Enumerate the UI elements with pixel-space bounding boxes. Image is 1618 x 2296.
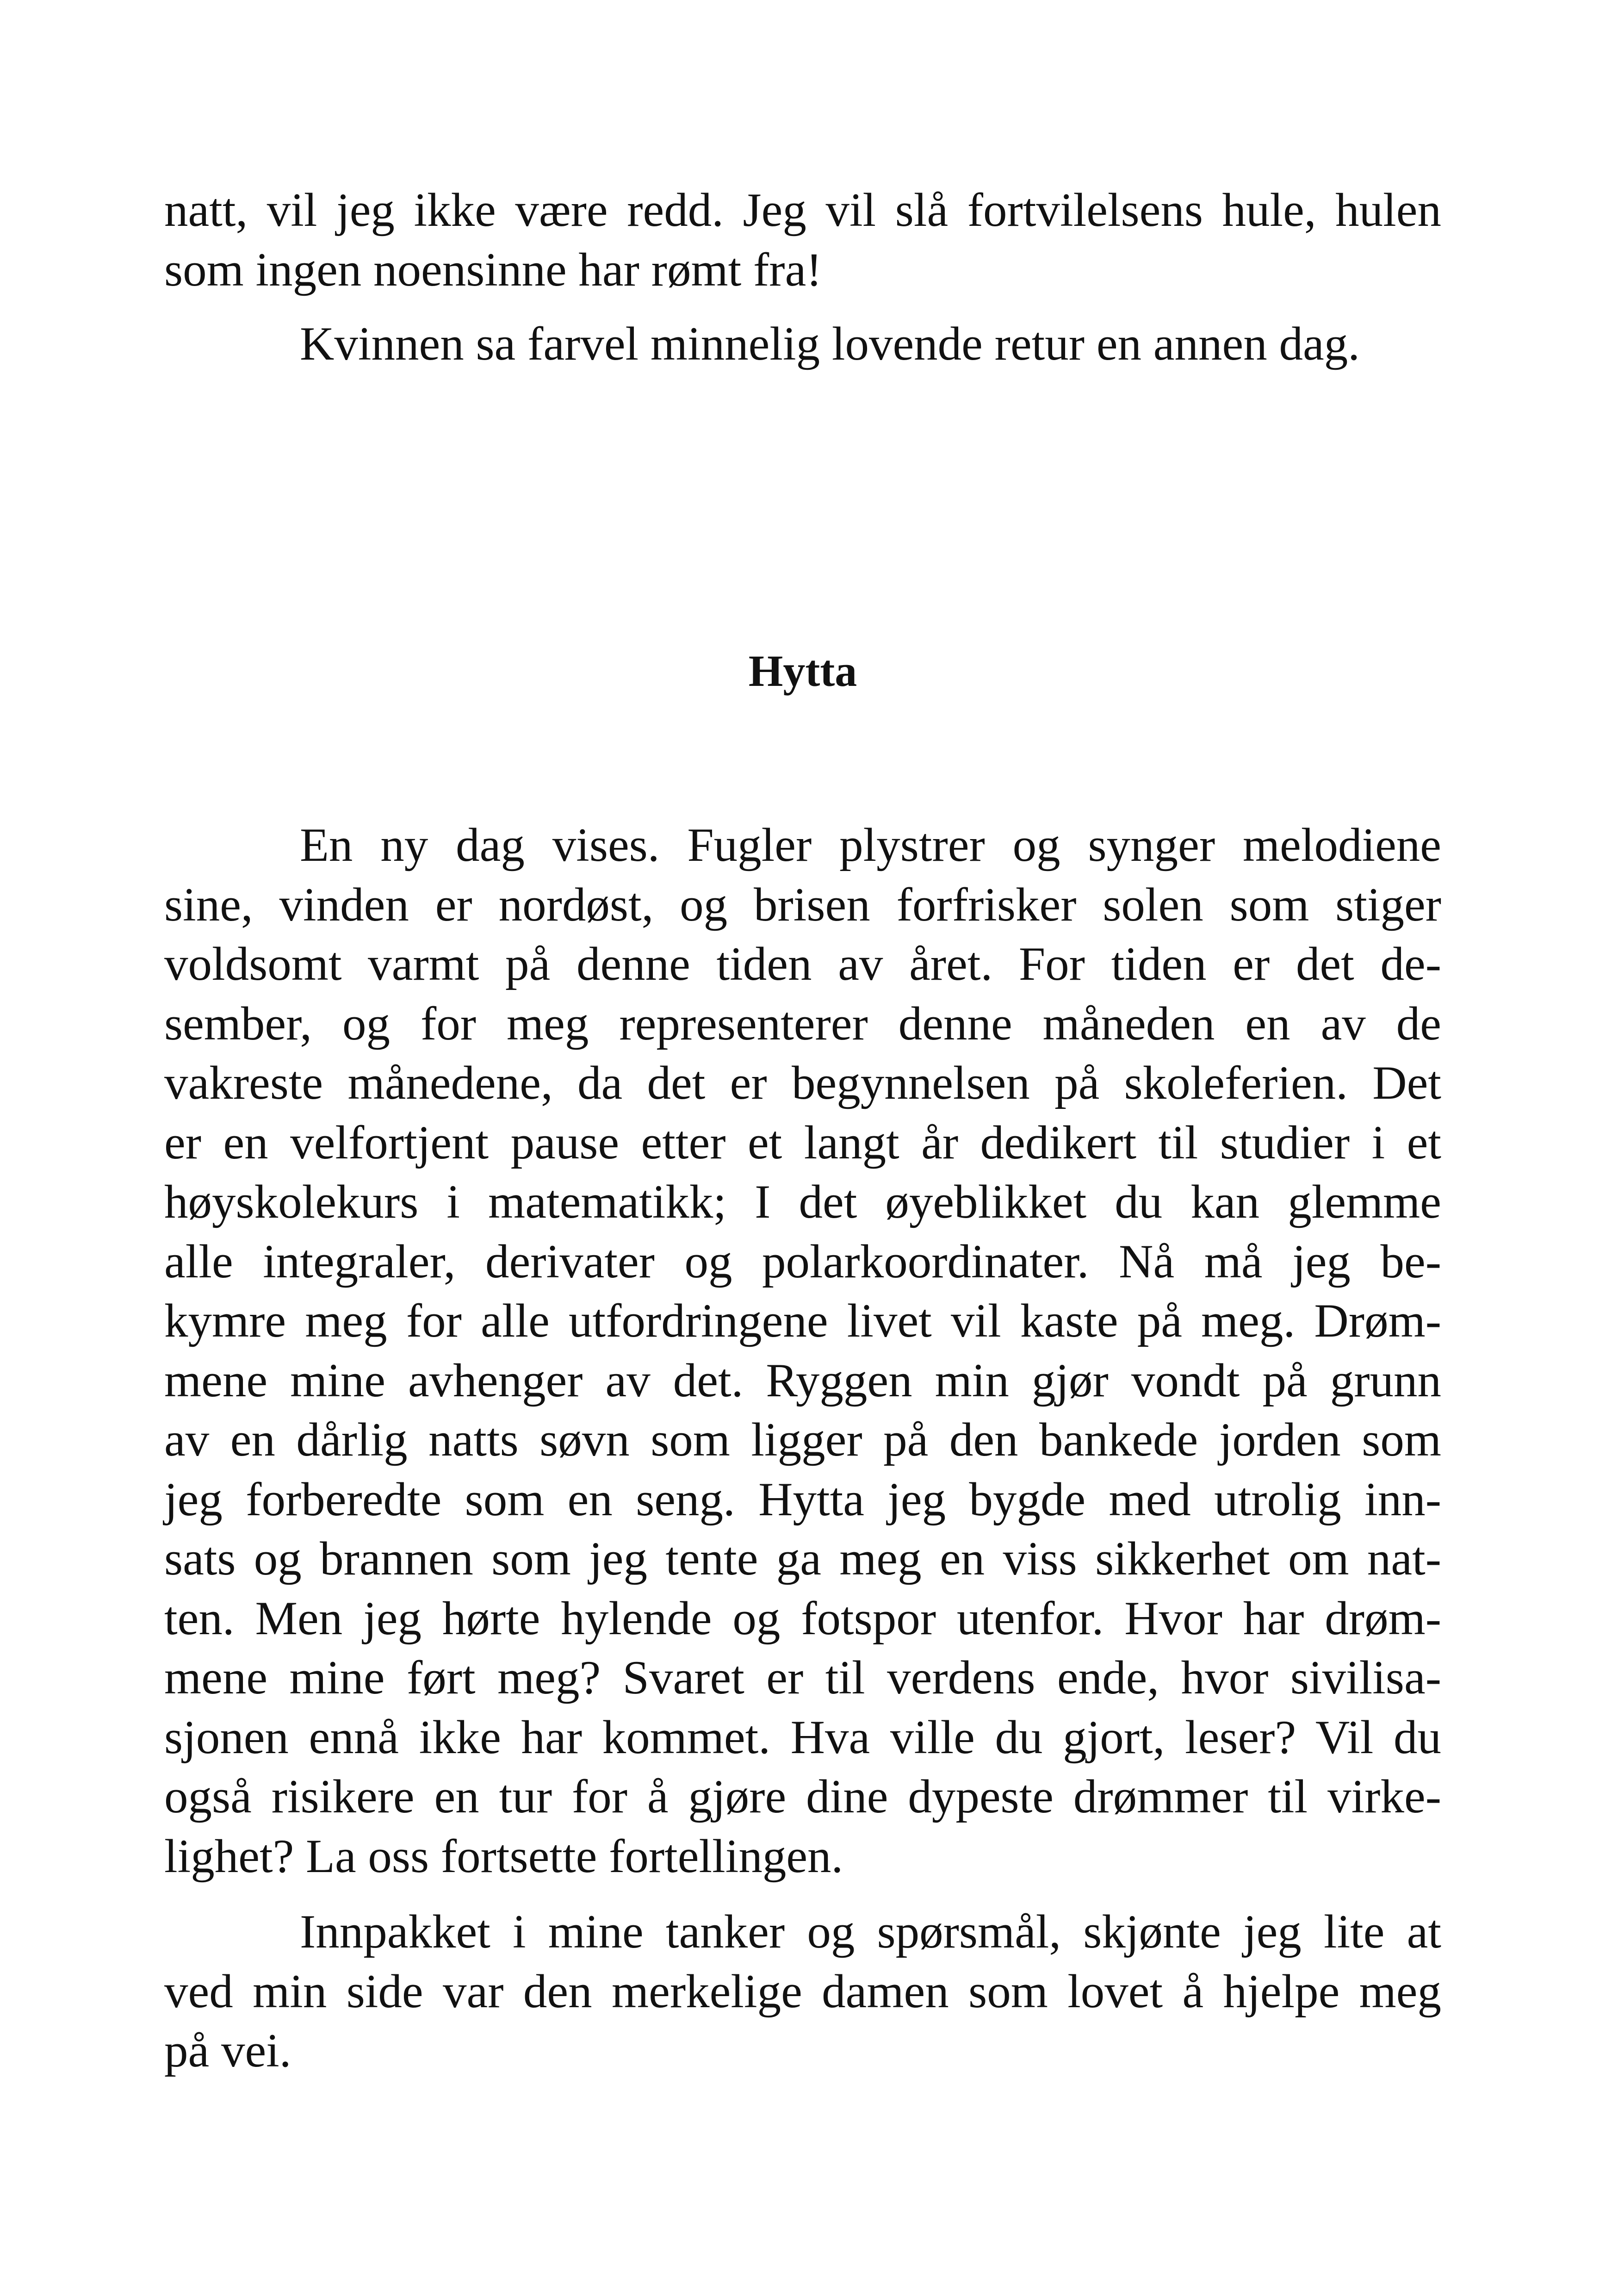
text-line: vakreste månedene, da det er begynnelsen på skoleferien. Det: [164, 1057, 1441, 1109]
text-line: sember, og for meg representerer denne måneden en av de: [164, 997, 1441, 1050]
text-line: sine, vinden er nordøst, og brisen forfrisker solen som stiger: [164, 878, 1441, 931]
text-line: mene mine ført meg? Svaret er til verdens ende, hvor sivilisa-: [164, 1651, 1441, 1704]
text-line: kymre meg for alle utfordringene livet vil kaste på meg. Drøm-: [164, 1294, 1441, 1347]
text-line: Kvinnen sa farvel minnelig lovende retur en annen dag.: [300, 317, 1360, 370]
text-line: En ny dag vises. Fugler plystrer og synger melodiene: [300, 819, 1441, 871]
text-line: natt, vil jeg ikke være redd. Jeg vil slå fortvilelsens hule, hulen: [164, 184, 1441, 236]
text-line: alle integraler, derivater og polarkoordinater. Nå må jeg be-: [164, 1235, 1441, 1288]
text-line: ten. Men jeg hørte hylende og fotspor utenfor. Hvor har drøm-: [164, 1592, 1441, 1645]
paragraph-continuation: [164, 180, 1441, 299]
text-line: som ingen noensinne har rømt fra!: [164, 243, 822, 296]
text-line: sats og brannen som jeg tente ga meg en viss sikkerhet om nat-: [164, 1532, 1441, 1585]
paragraph-closing: [164, 1902, 1441, 2081]
text-line: på vei.: [164, 2024, 291, 2077]
text-line: voldsomt varmt på denne tiden av året. For tiden er det de-: [164, 938, 1441, 990]
text-line: er en velfortjent pause etter et langt år dedikert til studier i et: [164, 1116, 1441, 1169]
chapter-title: Hytta: [748, 646, 857, 696]
text-line: jeg forberedte som en seng. Hytta jeg bygde med utrolig inn-: [164, 1473, 1441, 1526]
text-line: av en dårlig natts søvn som ligger på den bankede jorden som: [164, 1413, 1441, 1466]
text-line: mene mine avhenger av det. Ryggen min gjør vondt på grunn: [164, 1354, 1441, 1407]
text-line: ved min side var den merkelige damen som lovet å hjelpe meg: [164, 1965, 1441, 2018]
text-line: høyskolekurs i matematikk; I det øyeblikket du kan glemme: [164, 1176, 1441, 1228]
page: [164, 180, 1441, 2077]
text-line: Innpakket i mine tanker og spørsmål, skjønte jeg lite at: [300, 1905, 1441, 1958]
paragraph-farewell: [164, 314, 1441, 374]
paragraph-chapter-body: [164, 815, 1441, 1886]
text-line: lighet? La oss fortsette fortellingen.: [164, 1829, 843, 1883]
text-line: sjonen ennå ikke har kommet. Hva ville du gjort, leser? Vil du: [164, 1711, 1441, 1764]
text-line: også risikere en tur for å gjøre dine dypeste drømmer til virke-: [164, 1770, 1441, 1823]
